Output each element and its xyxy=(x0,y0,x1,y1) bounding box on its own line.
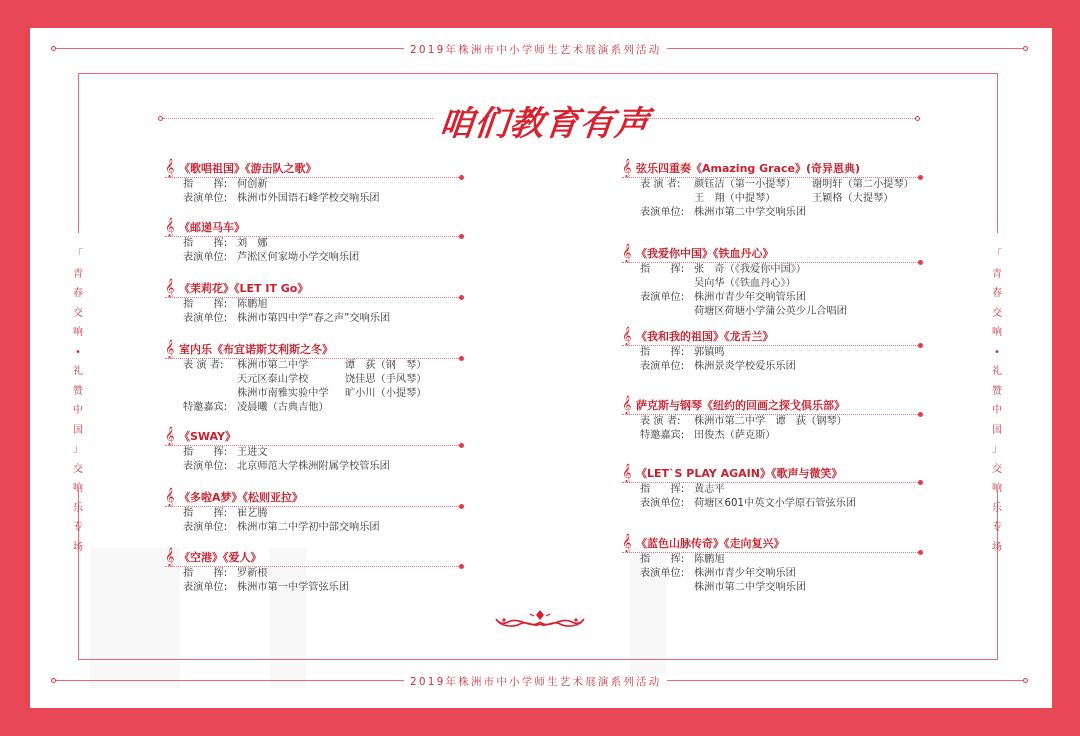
title-line-left-ring xyxy=(158,116,163,121)
program-detail-row xyxy=(165,446,461,460)
bottom-left-ring xyxy=(51,678,56,683)
title-line-left xyxy=(163,118,433,119)
detail-value: 何创新 xyxy=(237,179,268,190)
program-title: 《SWAY》 xyxy=(179,430,236,443)
program-detail-row xyxy=(622,291,920,305)
program-detail-row xyxy=(165,507,461,521)
detail-label: 指 挥: xyxy=(640,264,685,275)
detail-value: 崔艺腾 xyxy=(237,508,268,519)
side-char: 「 xyxy=(992,249,1002,260)
treble-clef-icon: 𝄞 xyxy=(165,547,175,566)
detail-value: 王 翔（中提琴） xyxy=(694,193,776,204)
detail-label: 表演单位: xyxy=(183,522,228,533)
program-item xyxy=(165,549,461,595)
side-char: 场 xyxy=(992,541,1002,553)
side-char: 乐 xyxy=(992,502,1002,514)
program-detail-row xyxy=(165,460,461,474)
inner-rule-right-upper xyxy=(997,73,998,233)
detail-label: 特邀嘉宾: xyxy=(640,430,685,441)
program-item xyxy=(165,341,461,415)
detail-value: 株洲市第二中学交响乐团 xyxy=(694,582,807,593)
detail-label: 指 挥: xyxy=(640,347,685,358)
detail-value: 株洲市外国语石峰学校交响乐团 xyxy=(237,193,380,204)
detail-label: 指 挥: xyxy=(183,299,228,310)
flourish-ornament-icon xyxy=(490,606,590,634)
program-detail-row xyxy=(165,192,461,206)
treble-clef-icon: 𝄞 xyxy=(622,463,632,482)
program-item xyxy=(622,328,920,374)
side-char: 」 xyxy=(992,444,1002,455)
detail-value-secondary: 谢明轩（第二小提琴） xyxy=(812,179,914,190)
side-char: 中 xyxy=(73,405,83,416)
title-line-right-ring xyxy=(915,116,920,121)
page-title: 咱们教育有声 xyxy=(437,104,652,144)
detail-value: 株洲市南雅实验中学 xyxy=(237,388,329,399)
treble-clef-icon: 𝄞 xyxy=(165,426,175,445)
detail-value: 天元区泰山学校 xyxy=(237,374,309,385)
side-char: 交 xyxy=(73,307,83,319)
detail-label: 指 挥: xyxy=(183,238,228,249)
side-char: 赞 xyxy=(73,385,83,397)
detail-value: 芦淞区何家坳小学交响乐团 xyxy=(237,252,360,263)
program-title: 《多啦A梦》《松则亚拉》 xyxy=(179,491,304,504)
detail-value: 刘 娜 xyxy=(237,238,268,249)
side-char: 交 xyxy=(992,307,1002,319)
side-char: 专 xyxy=(73,522,83,533)
side-char: 响 xyxy=(992,327,1002,338)
detail-label: 指 挥: xyxy=(183,568,228,579)
banner-top: 2019年株洲市中小学师生艺术展演系列活动 xyxy=(404,42,667,57)
inner-rule-bottom xyxy=(78,659,998,660)
program-title: 《茉莉花》《LET IT Go》 xyxy=(179,282,309,295)
program-detail-row xyxy=(622,567,920,581)
side-char: 交 xyxy=(73,463,83,475)
program-title: 《歌唱祖国》《游击队之歌》 xyxy=(179,162,317,175)
detail-value: 田俊杰（萨克斯） xyxy=(694,430,776,441)
detail-value: 陈鹏旭 xyxy=(694,554,725,565)
detail-label: 指 挥: xyxy=(183,508,228,519)
program-item xyxy=(165,428,461,474)
bottom-right-ring xyxy=(1023,678,1028,683)
detail-value-secondary: 旷小川（小提琴） xyxy=(345,388,427,399)
program-detail-row xyxy=(622,429,920,443)
program-header xyxy=(165,219,461,237)
side-char: 响 xyxy=(992,483,1002,494)
program-header xyxy=(165,428,461,446)
side-char: 国 xyxy=(992,424,1002,436)
side-char: 「 xyxy=(73,249,83,260)
program-detail-row xyxy=(622,263,920,277)
detail-label: 指 挥: xyxy=(640,484,685,495)
program-detail-row xyxy=(622,346,920,360)
detail-label: 表 演 者: xyxy=(640,416,681,427)
detail-value: 株洲景炎学校爱乐乐团 xyxy=(694,361,796,372)
detail-value-secondary: 王颖格（大提琴） xyxy=(812,193,894,204)
detail-value: 罗新根 xyxy=(237,568,268,579)
side-char: 国 xyxy=(73,424,83,436)
detail-label: 表演单位: xyxy=(183,461,228,472)
treble-clef-icon: 𝄞 xyxy=(165,158,175,177)
program-detail-row xyxy=(165,237,461,251)
program-header xyxy=(165,280,461,298)
side-char: 」 xyxy=(73,444,83,455)
program-header xyxy=(165,549,461,567)
side-char: 赞 xyxy=(992,385,1002,397)
side-char: 青 xyxy=(73,268,83,280)
program-detail-row xyxy=(165,359,461,373)
side-text-right xyxy=(990,245,1004,557)
detail-label: 表演单位: xyxy=(640,207,685,218)
program-header xyxy=(622,160,920,178)
detail-value: 郭镇鸣 xyxy=(694,347,725,358)
detail-value: 株洲市青少年交响管乐团 xyxy=(694,292,807,303)
program-title: 《我爱你中国》《铁血丹心》 xyxy=(636,247,774,260)
detail-value: 株洲市青少年交响乐团 xyxy=(694,568,796,579)
detail-label: 特邀嘉宾: xyxy=(183,402,228,413)
detail-value: 吴向华（《铁血丹心》） xyxy=(694,278,796,289)
program-header xyxy=(165,341,461,359)
detail-label: 表演单位: xyxy=(640,361,685,372)
program-detail-row xyxy=(622,192,920,206)
program-detail-row xyxy=(165,521,461,535)
treble-clef-icon: 𝄞 xyxy=(165,278,175,297)
treble-clef-icon: 𝄞 xyxy=(622,158,632,177)
side-char: 场 xyxy=(73,541,83,553)
side-char: 响 xyxy=(73,327,83,338)
detail-label: 表 演 者: xyxy=(640,179,681,190)
program-detail-row xyxy=(622,483,920,497)
side-char: 礼 xyxy=(73,366,83,377)
program-detail-row xyxy=(165,178,461,192)
side-char: 交 xyxy=(992,463,1002,475)
program-item xyxy=(622,245,920,319)
program-header xyxy=(622,328,920,346)
program-detail-row xyxy=(622,305,920,319)
detail-label: 表演单位: xyxy=(640,568,685,579)
program-header xyxy=(622,245,920,263)
side-char: 专 xyxy=(992,522,1002,533)
detail-value: 荷塘区荷塘小学蒲公英少儿合唱团 xyxy=(694,306,847,317)
program-title: 萨克斯与钢琴《纽约的回画之探戈俱乐部》 xyxy=(636,399,845,412)
detail-value-secondary: 饶佳思（手风琴） xyxy=(345,374,427,385)
program-detail-row xyxy=(622,553,920,567)
detail-value: 张 奇（《我爱你中国》） xyxy=(694,264,807,275)
detail-label: 表 演 者: xyxy=(183,360,224,371)
detail-value-secondary: 谭 荻（钢 琴） xyxy=(345,360,427,371)
program-detail-row xyxy=(622,178,920,192)
side-char: 中 xyxy=(992,405,1002,416)
program-detail-row xyxy=(165,401,461,415)
treble-clef-icon: 𝄞 xyxy=(622,326,632,345)
detail-label: 表演单位: xyxy=(640,292,685,303)
detail-label: 表演单位: xyxy=(183,193,228,204)
top-left-ring xyxy=(51,46,56,51)
side-char: 春 xyxy=(992,288,1002,299)
program-item xyxy=(622,397,920,443)
detail-value: 北京师范大学株洲附属学校管乐团 xyxy=(237,461,390,472)
side-text-left xyxy=(71,245,85,557)
program-item xyxy=(165,160,461,206)
detail-value: 颜钰洁（第一小提琴） xyxy=(694,179,796,190)
program-item xyxy=(165,280,461,326)
program-detail-row xyxy=(622,277,920,291)
treble-clef-icon: 𝄞 xyxy=(165,339,175,358)
treble-clef-icon: 𝄞 xyxy=(165,217,175,236)
program-detail-row xyxy=(622,415,920,429)
program-title: 室内乐《布宜诺斯艾利斯之冬》 xyxy=(179,343,333,356)
inner-rule-left-upper xyxy=(78,73,79,233)
detail-label: 指 挥: xyxy=(183,179,228,190)
program-title: 《邮递马车》 xyxy=(179,221,245,234)
detail-value: 株洲市第一中学管弦乐团 xyxy=(237,582,350,593)
treble-clef-icon: 𝄞 xyxy=(622,395,632,414)
program-detail-row xyxy=(165,251,461,265)
detail-label: 指 挥: xyxy=(183,447,228,458)
detail-value: 凌晨曦（古典吉他） xyxy=(237,402,329,413)
program-detail-row xyxy=(165,312,461,326)
detail-label: 指 挥: xyxy=(640,554,685,565)
side-char: 青 xyxy=(992,268,1002,280)
detail-value: 株洲市第二中学初中部交响乐团 xyxy=(237,522,380,533)
program-title: 《LET`S PLAY AGAIN》《歌声与微笑》 xyxy=(636,467,843,480)
detail-label: 表演单位: xyxy=(183,313,228,324)
program-detail-row xyxy=(622,497,920,511)
program-item xyxy=(622,160,920,220)
detail-value: 株洲市第二中学 xyxy=(237,360,309,371)
program-detail-row xyxy=(165,373,461,387)
side-char: 响 xyxy=(73,483,83,494)
program-title: 《蓝色山脉传奇》《走向复兴》 xyxy=(636,537,785,550)
program-item xyxy=(622,465,920,511)
program-detail-row xyxy=(165,567,461,581)
inner-rule-top xyxy=(78,73,998,74)
program-item xyxy=(165,219,461,265)
detail-value: 陈鹏旭 xyxy=(237,299,268,310)
program-detail-row xyxy=(165,298,461,312)
detail-label: 表演单位: xyxy=(640,498,685,509)
detail-value: 株洲市第二中学交响乐团 xyxy=(694,207,807,218)
program-title: 弦乐四重奏《Amazing Grace》(奇异恩典) xyxy=(636,162,861,175)
detail-value: 荷塘区601中英文小学原石管弦乐团 xyxy=(694,498,857,509)
detail-value: 黄志平 xyxy=(694,484,725,495)
side-char: 乐 xyxy=(73,502,83,514)
program-detail-row xyxy=(622,206,920,220)
program-header xyxy=(622,465,920,483)
program-header xyxy=(622,535,920,553)
program-detail-row xyxy=(622,360,920,374)
program-item xyxy=(622,535,920,595)
detail-label: 表演单位: xyxy=(183,252,228,263)
side-char: 春 xyxy=(73,288,83,299)
program-header xyxy=(165,489,461,507)
program-header xyxy=(165,160,461,178)
program-header xyxy=(622,397,920,415)
treble-clef-icon: 𝄞 xyxy=(622,243,632,262)
program-title: 《我和我的祖国》《龙舌兰》 xyxy=(636,330,774,343)
detail-value: 王进文 xyxy=(237,447,268,458)
title-line-right xyxy=(640,118,917,119)
program-title: 《空港》《爱人》 xyxy=(179,551,262,564)
detail-value: 株洲市第二中学 谭 荻（钢琴） xyxy=(694,416,847,427)
program-detail-row xyxy=(165,387,461,401)
program-detail-row xyxy=(165,581,461,595)
detail-label: 表演单位: xyxy=(183,582,228,593)
treble-clef-icon: 𝄞 xyxy=(622,533,632,552)
treble-clef-icon: 𝄞 xyxy=(165,487,175,506)
top-right-ring xyxy=(1023,46,1028,51)
detail-value: 株洲市第四中学“春之声”交响乐团 xyxy=(237,313,391,324)
side-char: • xyxy=(994,346,1000,358)
side-char: • xyxy=(75,346,81,358)
side-char: 礼 xyxy=(992,366,1002,377)
program-item xyxy=(165,489,461,535)
program-detail-row xyxy=(622,581,920,595)
banner-bottom: 2019年株洲市中小学师生艺术展演系列活动 xyxy=(404,674,667,689)
